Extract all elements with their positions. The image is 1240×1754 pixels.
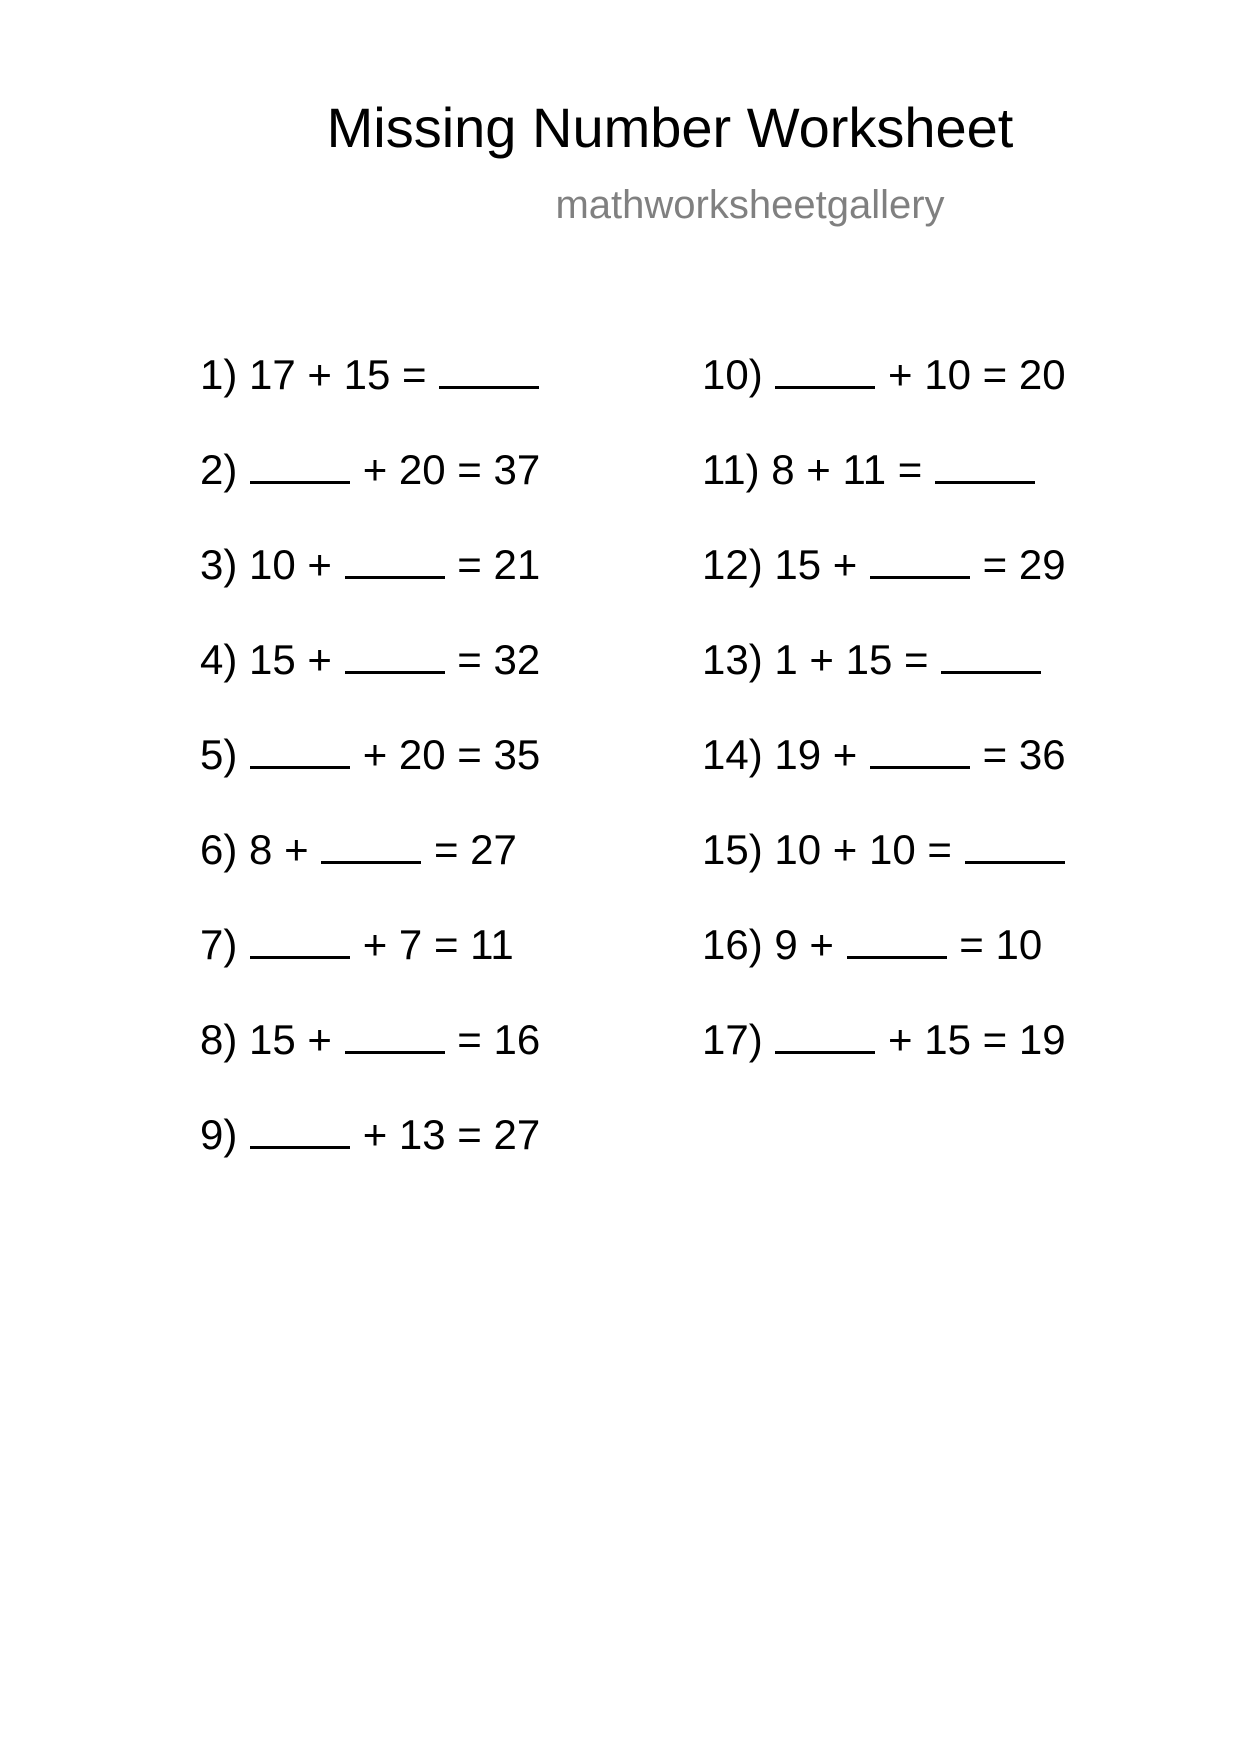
operand-b: 11 (842, 446, 887, 493)
problem-number: 16) (702, 921, 763, 968)
operand-a: 19 (774, 731, 822, 778)
equals-sign: = (982, 351, 1008, 398)
problem-item (200, 823, 540, 918)
equals-sign: = (959, 921, 984, 968)
problem-item (702, 443, 1066, 538)
problem-number: 10) (702, 351, 763, 398)
problem-item (702, 348, 1066, 443)
operand-a: 17 (249, 351, 296, 398)
result: 36 (1018, 731, 1066, 778)
problem-number: 8) (200, 1016, 238, 1063)
operand-a: 8 (249, 826, 273, 873)
problem-item (702, 728, 1066, 823)
problem-item (200, 1013, 540, 1108)
operator-plus: + (307, 636, 332, 683)
problem-number: 2) (200, 446, 238, 493)
operand-a: 15 (249, 636, 296, 683)
problem-number: 6) (200, 826, 238, 873)
problem-item (702, 918, 1066, 1013)
problem-number: 15) (702, 826, 763, 873)
equals-sign: = (982, 731, 1008, 778)
operand-b: 10 (924, 351, 971, 398)
operand-b: 15 (343, 351, 391, 398)
operator-plus: + (362, 921, 388, 968)
equals-sign: = (433, 921, 459, 968)
result: 20 (1018, 351, 1066, 398)
operator-plus: + (832, 826, 858, 873)
operand-a: 8 (771, 446, 795, 493)
answer-blank[interactable] (941, 633, 1041, 674)
problem-item (200, 443, 540, 538)
operand-b: 15 (924, 1016, 971, 1063)
problem-number: 14) (702, 731, 763, 778)
operator-plus: + (832, 731, 858, 778)
problem-item (702, 1013, 1066, 1108)
operator-plus: + (888, 1016, 913, 1063)
equals-sign: = (433, 826, 459, 873)
equals-sign: = (982, 1016, 1008, 1063)
operand-b: 13 (398, 1111, 446, 1158)
answer-blank[interactable] (775, 348, 875, 389)
result: 27 (493, 1111, 541, 1158)
problem-number: 1) (200, 351, 238, 398)
answer-blank[interactable] (775, 1013, 875, 1054)
result: 21 (493, 541, 541, 588)
result: 37 (493, 446, 541, 493)
result: 27 (470, 826, 517, 873)
problem-number: 12) (702, 541, 763, 588)
answer-blank[interactable] (870, 538, 970, 579)
operator-plus: + (806, 446, 831, 493)
answer-blank[interactable] (250, 443, 350, 484)
problems-column-left (200, 348, 540, 1203)
operand-b: 20 (398, 446, 446, 493)
operand-a: 15 (249, 1016, 296, 1063)
operand-a: 10 (774, 826, 822, 873)
operand-b: 15 (845, 636, 893, 683)
problem-item (702, 538, 1066, 633)
equals-sign: = (457, 1016, 482, 1063)
equals-sign: = (457, 541, 482, 588)
result: 35 (493, 731, 541, 778)
problem-number: 13) (702, 636, 763, 683)
operator-plus: + (809, 921, 834, 968)
worksheet-title: Missing Number Worksheet (326, 96, 1014, 159)
result: 29 (1018, 541, 1066, 588)
answer-blank[interactable] (847, 918, 947, 959)
problem-item (200, 633, 540, 728)
result: 32 (493, 636, 541, 683)
result: 16 (493, 1016, 541, 1063)
equals-sign: = (904, 636, 929, 683)
worksheet-source: mathworksheetgallery (555, 183, 945, 227)
problem-item (200, 348, 540, 443)
problem-item (200, 538, 540, 633)
operator-plus: + (362, 446, 388, 493)
answer-blank[interactable] (345, 1013, 445, 1054)
operand-a: 1 (774, 636, 798, 683)
problem-number: 17) (702, 1016, 763, 1063)
result: 19 (1018, 1016, 1066, 1063)
answer-blank[interactable] (935, 443, 1035, 484)
operator-plus: + (832, 541, 858, 588)
result: 11 (470, 921, 514, 968)
problem-number: 11) (702, 446, 760, 493)
problem-number: 9) (200, 1111, 238, 1158)
operator-plus: + (307, 351, 332, 398)
operand-b: 20 (398, 731, 446, 778)
answer-blank[interactable] (345, 538, 445, 579)
operand-b: 7 (398, 921, 423, 968)
operand-a: 9 (774, 921, 798, 968)
equals-sign: = (927, 826, 952, 873)
problem-item (200, 918, 540, 1013)
equals-sign: = (982, 541, 1008, 588)
answer-blank[interactable] (250, 728, 350, 769)
operator-plus: + (809, 636, 834, 683)
operator-plus: + (307, 1016, 332, 1063)
operand-b: 10 (868, 826, 916, 873)
problem-number: 3) (200, 541, 238, 588)
answer-blank[interactable] (439, 348, 539, 389)
operator-plus: + (362, 731, 388, 778)
equals-sign: = (457, 636, 482, 683)
answer-blank[interactable] (250, 918, 350, 959)
answer-blank[interactable] (870, 728, 970, 769)
problem-item (702, 823, 1066, 918)
operator-plus: + (307, 541, 332, 588)
answer-blank[interactable] (321, 823, 421, 864)
equals-sign: = (457, 446, 482, 493)
answer-blank[interactable] (965, 823, 1065, 864)
problem-number: 7) (200, 921, 238, 968)
operator-plus: + (284, 826, 309, 873)
operand-a: 10 (249, 541, 296, 588)
operator-plus: + (362, 1111, 388, 1158)
equals-sign: = (402, 351, 427, 398)
operand-a: 15 (774, 541, 822, 588)
operator-plus: + (888, 351, 913, 398)
problem-number: 4) (200, 636, 238, 683)
answer-blank[interactable] (250, 1108, 350, 1149)
problem-item (200, 1108, 540, 1203)
equals-sign: = (897, 446, 923, 493)
problem-item (200, 728, 540, 823)
problems-column-right (702, 348, 1066, 1108)
problem-item (702, 633, 1066, 728)
equals-sign: = (457, 731, 482, 778)
result: 10 (995, 921, 1043, 968)
answer-blank[interactable] (345, 633, 445, 674)
problem-number: 5) (200, 731, 238, 778)
equals-sign: = (457, 1111, 482, 1158)
